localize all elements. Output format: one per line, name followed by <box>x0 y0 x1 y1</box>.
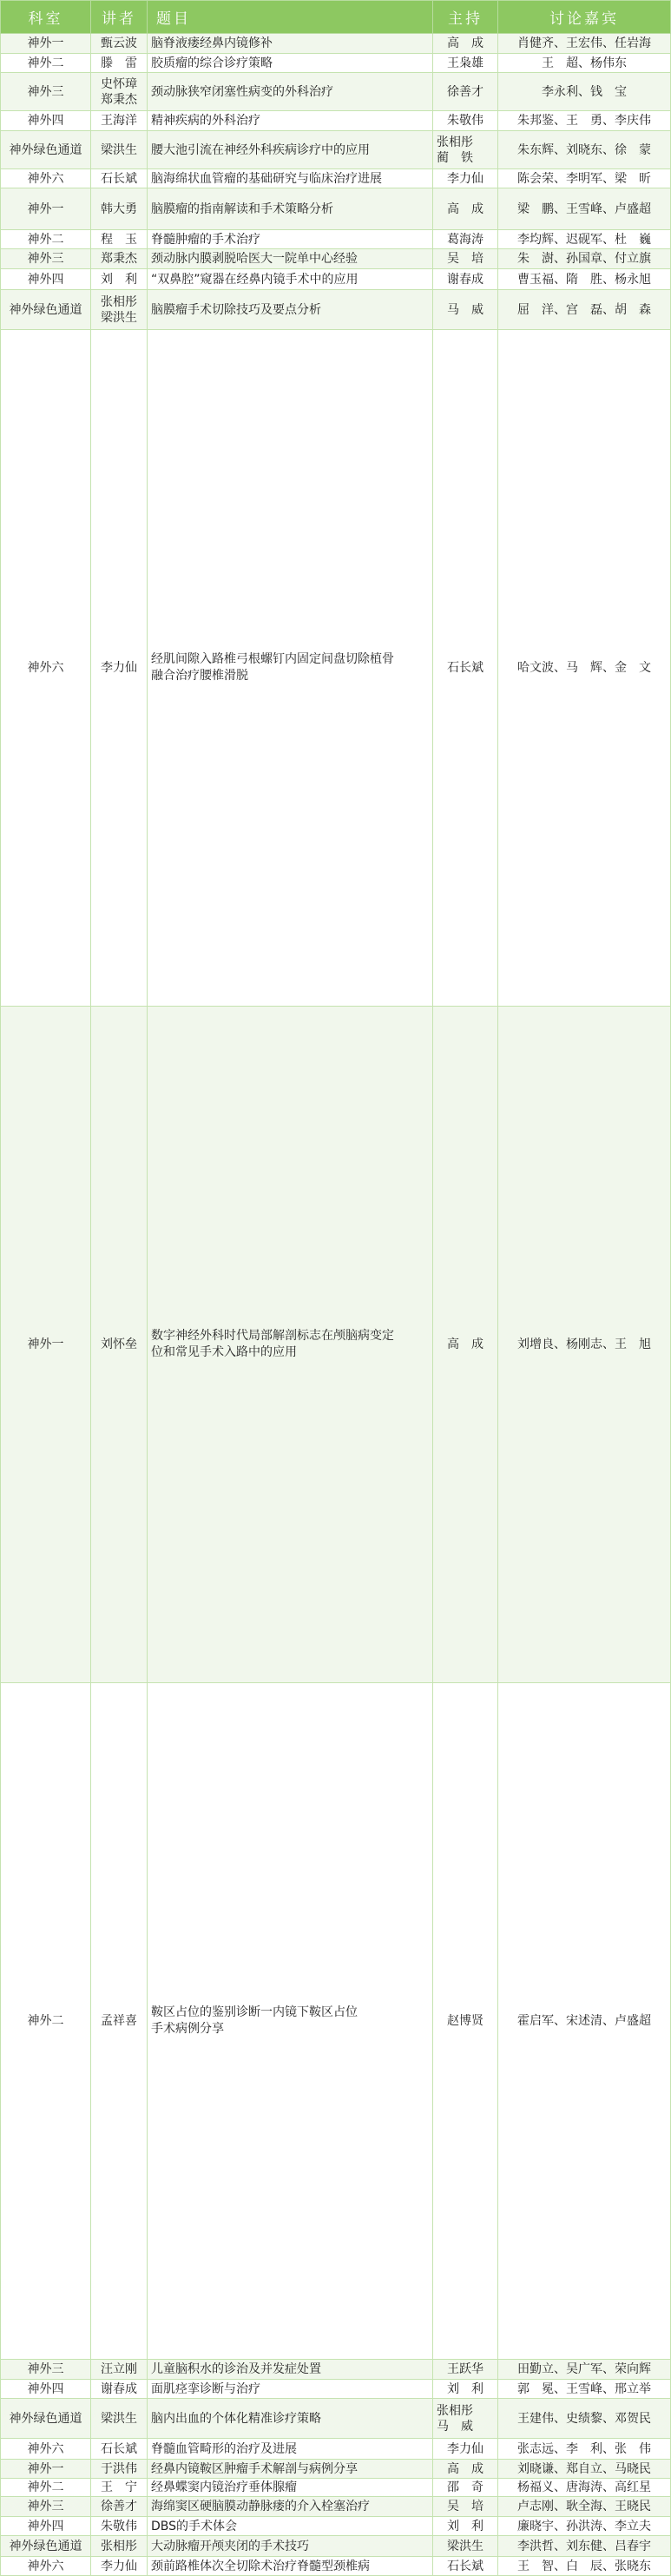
speaker-line: 张相彤 <box>101 294 137 309</box>
guests-cell: 卢志刚、耿全海、王晓民 <box>498 2497 671 2517</box>
guests-cell: 肖健齐、王宏伟、任岩海 <box>498 34 671 54</box>
topic-line: “双鼻腔”窥器在经鼻内镜手术中的应用 <box>151 272 359 287</box>
speaker-cell <box>91 169 148 188</box>
dept-cell: 神外四 <box>1 2380 91 2399</box>
topic-line: 鞍区占位的鉴别诊断一内镜下鞍区占位 <box>151 2005 358 2019</box>
guests-cell: 曹玉福、隋 胜、杨永旭 <box>498 269 671 290</box>
topic-cell <box>148 169 433 188</box>
host-cell <box>433 2557 498 2576</box>
guests-cell: 陈会荣、李明军、梁 昕 <box>498 169 671 188</box>
host-line: 刘 利 <box>447 2381 484 2396</box>
table-row <box>1 2360 671 2380</box>
speaker-line: 朱敬伟 <box>101 2519 137 2533</box>
dept-cell: 神外六 <box>1 2439 91 2460</box>
topic-line: 脊髓血管畸形的治疗及进展 <box>151 2441 297 2456</box>
host-line: 王枭雄 <box>447 56 484 70</box>
topic-cell <box>148 188 433 230</box>
speaker-line: 于洪伟 <box>101 2461 137 2476</box>
speaker-line: 梁洪生 <box>101 2411 137 2426</box>
host-line: 张相彤 <box>437 2403 473 2418</box>
topic-line: 融合治疗腰椎滑脱 <box>151 669 248 683</box>
host-line: 张相彤 <box>437 135 473 149</box>
guests-cell: 杨福义、唐海涛、高红星 <box>498 2479 671 2497</box>
topic-line: 经鼻内镜鞍区肿瘤手术解剖与病例分享 <box>151 2461 358 2476</box>
table-row <box>1 131 671 169</box>
topic-line: 面肌痉挛诊断与治疗 <box>151 2381 260 2396</box>
speaker-line: 刘怀垒 <box>101 1338 137 1351</box>
table-row <box>1 2439 671 2460</box>
speaker-cell <box>91 2460 148 2479</box>
speaker-cell <box>91 2439 148 2460</box>
speaker-line: 王海洋 <box>101 114 137 128</box>
speaker-cell <box>91 2497 148 2517</box>
topic-line: 颈前路椎体次全切除术治疗脊髓型颈椎病 <box>151 2559 370 2573</box>
speaker-cell <box>91 1683 148 2360</box>
speaker-cell <box>91 131 148 169</box>
topic-cell <box>148 1683 433 2360</box>
host-cell <box>433 2399 498 2439</box>
host-line: 李力仙 <box>447 2441 484 2456</box>
guests-cell: 霍启军、宋述清、卢盛超 <box>498 1683 671 2360</box>
speaker-line: 郑秉杰 <box>101 252 137 266</box>
table-row <box>1 2460 671 2479</box>
dept-cell: 神外三 <box>1 249 91 269</box>
host-line: 刘 利 <box>447 2519 484 2533</box>
header-dept: 科室 <box>1 1 91 34</box>
topic-cell <box>148 269 433 290</box>
speaker-cell <box>91 249 148 269</box>
topic-line: 儿童脑积水的诊治及并发症处置 <box>151 2362 321 2376</box>
speaker-cell <box>91 1007 148 1683</box>
speaker-cell <box>91 2536 148 2557</box>
dept-cell: 神外三 <box>1 2497 91 2517</box>
speaker-cell <box>91 2399 148 2439</box>
table-row <box>1 249 671 269</box>
topic-cell <box>148 2536 433 2557</box>
guests-cell: 廉晓宇、孙洪涛、李立夫 <box>498 2517 671 2536</box>
table-row <box>1 1683 671 2360</box>
host-line: 邵 奇 <box>447 2480 484 2494</box>
speaker-line: 王 宁 <box>101 2480 137 2494</box>
table-row <box>1 2380 671 2399</box>
host-cell <box>433 169 498 188</box>
speaker-cell <box>91 73 148 111</box>
host-cell <box>433 188 498 230</box>
host-line: 吴 培 <box>447 2500 484 2513</box>
host-cell <box>433 2360 498 2380</box>
dept-cell: 神外三 <box>1 73 91 111</box>
speaker-cell <box>91 230 148 249</box>
dept-cell: 神外二 <box>1 54 91 73</box>
guests-cell: 朱邦鉴、王 勇、李庆伟 <box>498 111 671 131</box>
dept-cell: 神外绿色通道 <box>1 2536 91 2557</box>
table-row <box>1 2517 671 2536</box>
dept-cell: 神外六 <box>1 2557 91 2576</box>
host-line: 石长斌 <box>447 2559 484 2573</box>
table-row <box>1 1007 671 1683</box>
header-row <box>1 1 671 34</box>
topic-line: 经肌间隙入路椎弓根螺钉内固定间盘切除植骨 <box>151 652 394 666</box>
host-cell <box>433 290 498 330</box>
topic-line: 脑脊液瘘经鼻内镜修补 <box>151 36 273 50</box>
dept-cell: 神外六 <box>1 330 91 1007</box>
guests-cell: 刘晓谦、郑自立、马晓民 <box>498 2460 671 2479</box>
topic-line: 脑内出血的个体化精准诊疗策略 <box>151 2411 321 2426</box>
guests-cell: 梁 鹏、王雪峰、卢盛超 <box>498 188 671 230</box>
guests-cell: 朱 澍、孙国章、付立旗 <box>498 249 671 269</box>
guests-cell: 郭 冕、王雪峰、邢立举 <box>498 2380 671 2399</box>
speaker-line: 程 玉 <box>101 232 137 247</box>
topic-cell <box>148 1007 433 1683</box>
host-line: 徐善才 <box>447 84 484 99</box>
host-cell <box>433 131 498 169</box>
speaker-line: 甄云波 <box>101 36 137 50</box>
speaker-cell <box>91 188 148 230</box>
speaker-line: 徐善才 <box>101 2500 137 2513</box>
host-cell <box>433 230 498 249</box>
dept-cell: 神外四 <box>1 111 91 131</box>
topic-line: 脑海绵状血管瘤的基础研究与临床治疗进展 <box>151 171 382 186</box>
dept-cell: 神外一 <box>1 34 91 54</box>
table-row <box>1 2479 671 2497</box>
table-row <box>1 54 671 73</box>
dept-cell: 神外二 <box>1 2479 91 2497</box>
dept-cell: 神外一 <box>1 188 91 230</box>
topic-cell <box>148 330 433 1007</box>
header-topic: 题目 <box>148 1 433 34</box>
topic-line: 颈动脉狭窄闭塞性病变的外科治疗 <box>151 84 333 99</box>
speaker-line: 刘 利 <box>101 272 137 287</box>
host-line: 赵博贤 <box>447 2014 484 2028</box>
speaker-cell <box>91 2380 148 2399</box>
topic-cell <box>148 2380 433 2399</box>
speaker-line: 梁洪生 <box>101 142 137 157</box>
speaker-cell <box>91 2360 148 2380</box>
host-cell <box>433 34 498 54</box>
topic-line: 手术病例分享 <box>151 2022 224 2036</box>
dept-cell: 神外绿色通道 <box>1 131 91 169</box>
topic-cell <box>148 2479 433 2497</box>
topic-cell <box>148 249 433 269</box>
host-cell <box>433 54 498 73</box>
guests-cell: 王建伟、史绩黎、邓贺民 <box>498 2399 671 2439</box>
dept-cell: 神外三 <box>1 2360 91 2380</box>
topic-line: 海绵窦区硬脑膜动静脉瘘的介入栓塞治疗 <box>151 2500 370 2513</box>
guests-cell: 刘增良、杨刚志、王 旭 <box>498 1007 671 1683</box>
dept-cell: 神外一 <box>1 1007 91 1683</box>
topic-line: 经鼻蝶窦内镜治疗垂体腺瘤 <box>151 2480 297 2494</box>
host-line: 蔺 铁 <box>437 150 473 165</box>
table-row <box>1 111 671 131</box>
speaker-line: 李力仙 <box>101 661 137 675</box>
host-cell <box>433 111 498 131</box>
speaker-line: 史怀璋 <box>101 76 137 91</box>
speaker-cell <box>91 2479 148 2497</box>
host-line: 李力仙 <box>447 171 484 186</box>
host-cell <box>433 1683 498 2360</box>
dept-cell: 神外绿色通道 <box>1 2399 91 2439</box>
table-row <box>1 2536 671 2557</box>
host-line: 王跃华 <box>447 2362 484 2376</box>
speaker-line: 梁洪生 <box>101 310 137 325</box>
speaker-cell <box>91 269 148 290</box>
dept-cell: 神外六 <box>1 169 91 188</box>
table-row <box>1 34 671 54</box>
topic-cell <box>148 54 433 73</box>
speaker-cell <box>91 2557 148 2576</box>
dept-cell: 神外绿色通道 <box>1 290 91 330</box>
guests-cell: 哈文波、马 辉、金 文 <box>498 330 671 1007</box>
speaker-cell <box>91 111 148 131</box>
guests-cell: 李永利、钱 宝 <box>498 73 671 111</box>
guests-cell: 屈 洋、宫 磊、胡 森 <box>498 290 671 330</box>
topic-line: 胶质瘤的综合诊疗策略 <box>151 56 273 70</box>
host-line: 梁洪生 <box>447 2539 484 2553</box>
topic-cell <box>148 2460 433 2479</box>
topic-line: 脑膜瘤手术切除技巧及要点分析 <box>151 302 321 317</box>
topic-cell <box>148 2439 433 2460</box>
topic-cell <box>148 2497 433 2517</box>
guests-cell: 王 超、杨伟东 <box>498 54 671 73</box>
host-line: 马 威 <box>437 2419 473 2434</box>
topic-line: 脑膜瘤的指南解读和手术策略分析 <box>151 201 333 216</box>
dept-cell: 神外二 <box>1 1683 91 2360</box>
table-row <box>1 2557 671 2576</box>
topic-cell <box>148 230 433 249</box>
topic-line: 数字神经外科时代局部解剖标志在颅脑病变定 <box>151 1329 394 1343</box>
speaker-line: 孟祥喜 <box>101 2014 137 2028</box>
topic-cell <box>148 2517 433 2536</box>
topic-line: 大动脉瘤开颅夹闭的手术技巧 <box>151 2539 309 2553</box>
table-row <box>1 330 671 1007</box>
topic-cell <box>148 2557 433 2576</box>
table-row <box>1 2497 671 2517</box>
guests-cell: 张志远、李 利、张 伟 <box>498 2439 671 2460</box>
guests-cell: 王 智、白 辰、张晓东 <box>498 2557 671 2576</box>
speaker-cell <box>91 34 148 54</box>
header-guests: 讨论嘉宾 <box>498 1 671 34</box>
topic-line: 脊髓肿瘤的手术治疗 <box>151 232 260 247</box>
host-line: 高 成 <box>447 1338 484 1351</box>
table-row <box>1 169 671 188</box>
speaker-line: 郑秉杰 <box>101 92 137 107</box>
header-speaker: 讲者 <box>91 1 148 34</box>
dept-cell: 神外二 <box>1 230 91 249</box>
guests-cell: 李均辉、迟砚军、杜 巍 <box>498 230 671 249</box>
host-line: 高 成 <box>447 36 484 50</box>
host-cell <box>433 269 498 290</box>
guests-cell: 朱东辉、刘晓东、徐 蒙 <box>498 131 671 169</box>
dept-cell: 神外一 <box>1 2460 91 2479</box>
host-cell <box>433 330 498 1007</box>
host-cell <box>433 2497 498 2517</box>
speaker-line: 汪立刚 <box>101 2362 137 2376</box>
host-cell <box>433 2460 498 2479</box>
host-cell <box>433 73 498 111</box>
guests-cell: 田勤立、吴广军、荣向辉 <box>498 2360 671 2380</box>
topic-cell <box>148 111 433 131</box>
host-line: 葛海涛 <box>447 232 484 247</box>
table-row <box>1 188 671 230</box>
speaker-cell <box>91 330 148 1007</box>
speaker-cell <box>91 54 148 73</box>
speaker-line: 张相彤 <box>101 2539 137 2553</box>
topic-cell <box>148 2360 433 2380</box>
host-cell <box>433 2517 498 2536</box>
topic-line: 精神疾病的外科治疗 <box>151 114 260 128</box>
speaker-line: 滕 雷 <box>101 56 137 70</box>
speaker-line: 石长斌 <box>101 171 137 186</box>
topic-line: 颈动脉内膜剥脱哈医大一院单中心经验 <box>151 252 358 266</box>
table-row <box>1 230 671 249</box>
topic-line: 腰大池引流在神经外科疾病诊疗中的应用 <box>151 142 370 157</box>
host-cell <box>433 1007 498 1683</box>
table-row <box>1 73 671 111</box>
host-line: 石长斌 <box>447 661 484 675</box>
table-header <box>1 1 671 34</box>
host-cell <box>433 2479 498 2497</box>
host-cell <box>433 249 498 269</box>
table-row <box>1 290 671 330</box>
topic-line: DBS的手术体会 <box>151 2519 238 2533</box>
host-line: 朱敬伟 <box>447 114 484 128</box>
speaker-line: 谢春成 <box>101 2381 137 2396</box>
topic-cell <box>148 2399 433 2439</box>
host-line: 谢春成 <box>447 272 484 287</box>
guests-cell: 李洪哲、刘东健、吕春宇 <box>498 2536 671 2557</box>
table-row <box>1 2399 671 2439</box>
topic-cell <box>148 34 433 54</box>
host-cell <box>433 2536 498 2557</box>
speaker-line: 韩大勇 <box>101 201 137 216</box>
table-body <box>1 34 671 2576</box>
host-line: 马 威 <box>447 302 484 317</box>
table-row <box>1 269 671 290</box>
host-line: 高 成 <box>447 201 484 216</box>
topic-cell <box>148 131 433 169</box>
dept-cell: 神外四 <box>1 2517 91 2536</box>
host-cell <box>433 2380 498 2399</box>
topic-cell <box>148 290 433 330</box>
speaker-line: 石长斌 <box>101 2441 137 2456</box>
host-line: 吴 培 <box>447 252 484 266</box>
header-host: 主持 <box>433 1 498 34</box>
speaker-cell <box>91 2517 148 2536</box>
topic-cell <box>148 73 433 111</box>
dept-cell: 神外四 <box>1 269 91 290</box>
host-cell <box>433 2439 498 2460</box>
speaker-line: 李力仙 <box>101 2559 137 2573</box>
speaker-cell <box>91 290 148 330</box>
topic-line: 位和常见手术入路中的应用 <box>151 1345 297 1359</box>
host-line: 高 成 <box>447 2461 484 2476</box>
